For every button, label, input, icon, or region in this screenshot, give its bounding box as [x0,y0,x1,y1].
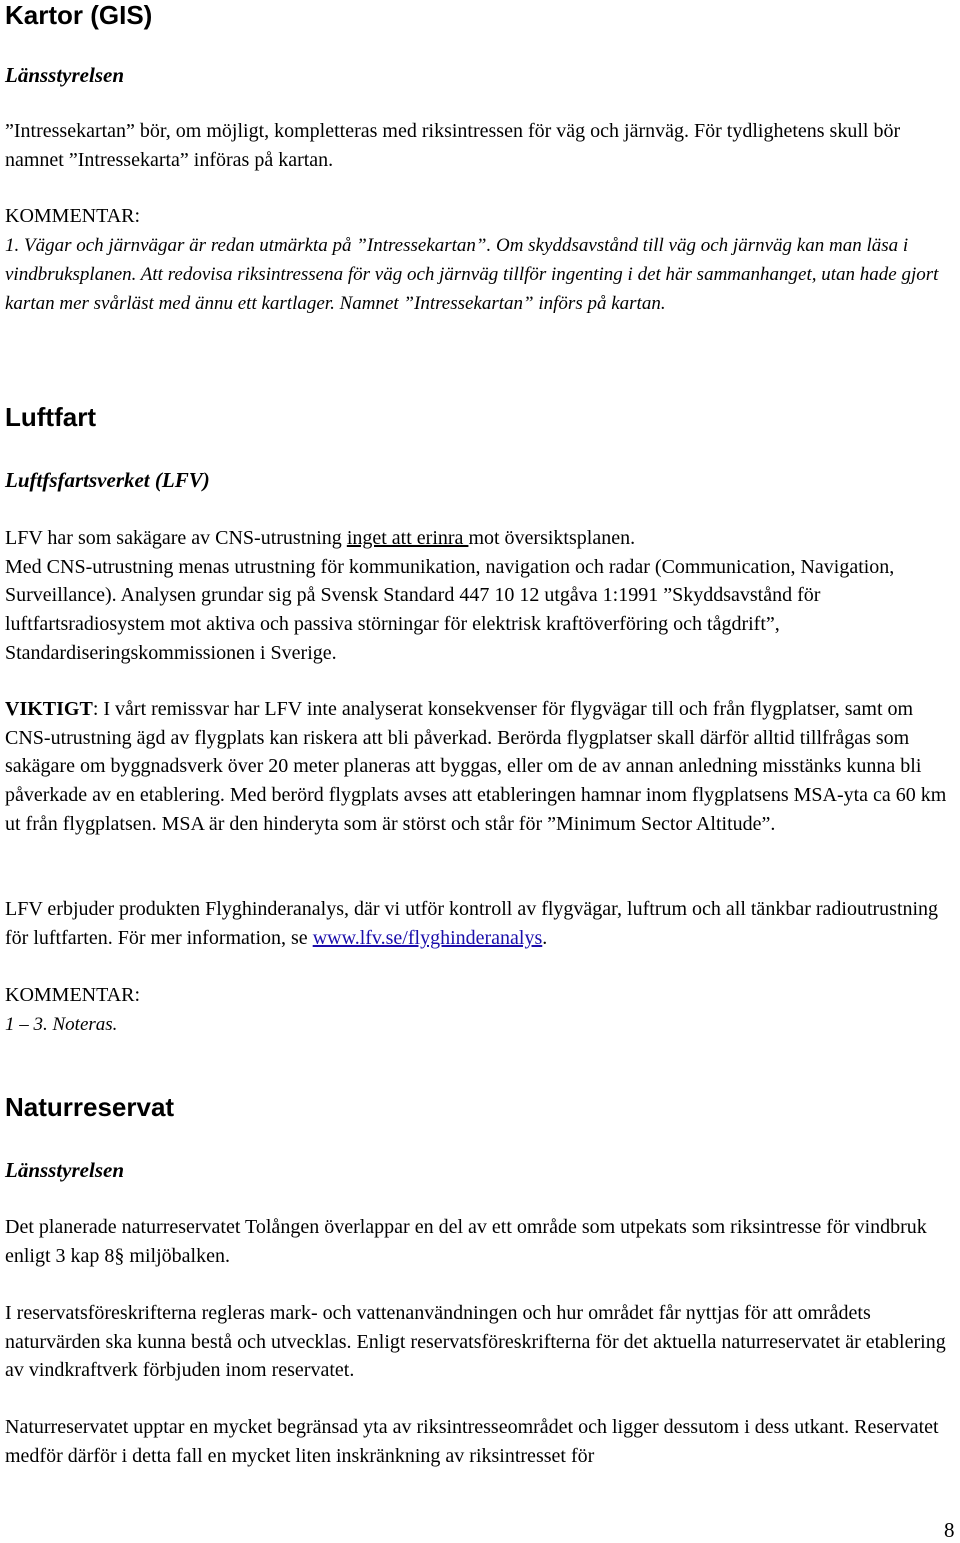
heading-kartor: Kartor (GIS) [5,0,153,30]
natur-source-wrap [5,1157,955,1183]
kartor-paragraph: ”Intressekartan” bör, om möjligt, kompletteras med riksintressen för väg och järnväg. För tydlighetens skull bör namnet ”Intressekarta” införas på kartan. [5,120,901,171]
p1-text: LFV har som sakägare av CNS-utrustning [5,527,347,549]
luftfart-p1-wrap [5,524,955,668]
luftfart-paragraph-4 [5,895,955,952]
kartor-comment: 1. Vägar och järnvägar är redan utmärkta på ”Intressekartan”. Om skyddsavstånd till väg och järnväg kan man läsa i vindbruksplanen. Att redovisa riksintressena för väg och järnväg tillför ingenting i det här sammanhanget, utan hade gjort kartan mer svårläst med ännu ett kartlager. Namnet ”Intressekartan” införs på kartan. [5,235,939,314]
natur-paragraph-1: Det planerade naturreservatet Tolången överlappar en del av ett område som utpekats som riksintresse för vindbruk enligt 3 kap 8§ miljöbalken. [5,1216,927,1267]
source-lansstyrelsen-2: Länsstyrelsen [5,1158,125,1182]
p1-text-end: mot översiktsplanen. [468,527,636,549]
p4-text: LFV erbjuder produkten Flyghinderanalys, där vi utför kontroll av flygvägar, luftrum och all tänkbar radioutrustning för luftfarten. För mer information, se [5,898,939,949]
luftfart-paragraph-3 [5,695,955,839]
section-kartor [5,0,955,30]
p4-text-end: . [542,926,548,949]
kartor-para-wrap [5,117,955,174]
source-lfv: Luftfsfartsverket (LFV) [5,468,210,492]
natur-p1-wrap [5,1213,955,1270]
natur-p2-wrap [5,1299,955,1385]
luftfart-comment-wrap [5,981,955,1039]
kartor-comment-wrap [5,202,955,318]
kartor-comment-label: KOMMENTAR: [5,205,141,227]
luftfart-comment: 1 – 3. Noteras. [5,1014,118,1035]
p1-underlined: inget att erinra [346,527,469,549]
luftfart-p4-wrap [5,895,955,952]
heading-luftfart: Luftfart [5,402,96,432]
section-naturreservat [5,1092,955,1122]
kartor-source-wrap [5,62,955,88]
natur-p3-wrap [5,1413,955,1470]
source-lansstyrelsen: Länsstyrelsen [5,63,125,87]
p3-text: : I vårt remissvar har LFV inte analyserat konsekvenser för flygvägar till och från flygplatser, samt om CNS-utrustning ägd av flygplats kan riskera att bli påverkad. Berörda flygplatser skall därför alltid tillfrågas som sakägare om byggnadsverk över 20 meter planeras att byggas, eller om de av annan anledning misstänks kunna bli påverkade av en etablering. Med berörd flygplats avses att etableringen hamnar inom flygplatsens MSA-yta ca 60 km ut från flygplatsen. MSA är den hinderyta som är störst och står för ”Minimum Sector Altitude”. [5,698,947,835]
flyghinderanalys-link[interactable]: www.lfv.se/flyghinderanalys [312,926,543,949]
section-luftfart [5,402,955,432]
luftfart-paragraph-1 [5,524,955,553]
luftfart-paragraph-2: Med CNS-utrustning menas utrustning för kommunikation, navigation och radar (Communication, Navigation, Surveillance). Analysen grundar sig på Svensk Standard 447 10 12 utgåva 1:1991 ”Skyddsavstånd för luftfartsradiosystem mot aktiva och passiva störningar för elektrisk kraftöverföring och tågdrift”, Standardiseringskommissionen i Sverige. [5,555,895,664]
viktigt-label: VIKTIGT [5,698,93,720]
luftfart-source-wrap [5,467,955,493]
luftfart-comment-label: KOMMENTAR: [5,984,141,1006]
heading-naturreservat: Naturreservat [5,1092,175,1122]
luftfart-p3-wrap [5,695,955,839]
natur-paragraph-3: Naturreservatet upptar en mycket begränsad yta av riksintresseområdet och ligger dessutom i dess utkant. Reservatet medför därför i detta fall en mycket liten inskränkning av riksintresset för [5,1416,939,1467]
page-number: 8 [944,1518,955,1542]
natur-paragraph-2: I reservatsföreskrifterna regleras mark- och vattenanvändningen och hur området får nyttjas för att områdets naturvärden ska kunna bestå och utvecklas. Enligt reservatsföreskrifterna för det aktuella naturreservatet är etablering av vindkraftverk förbjuden inom reservatet. [5,1302,946,1382]
